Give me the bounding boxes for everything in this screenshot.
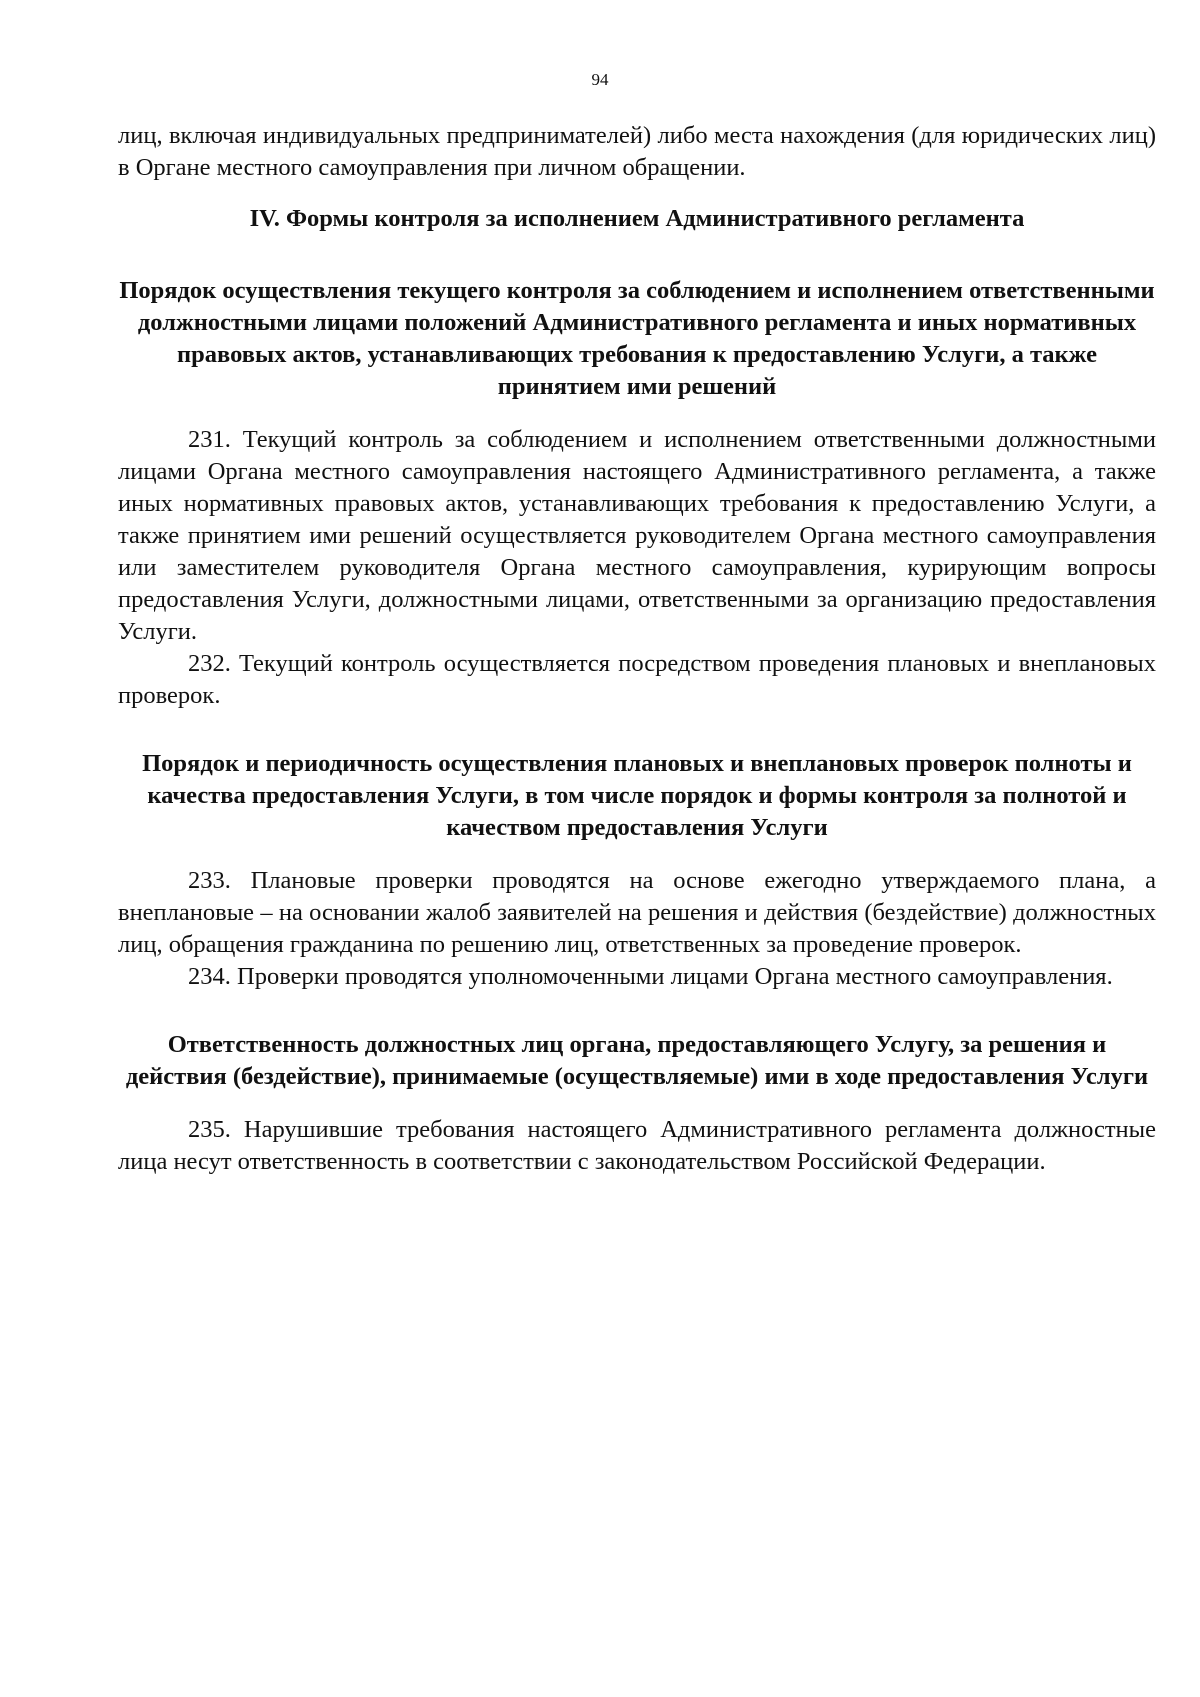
paragraph-232: 232. Текущий контроль осуществляется посредством проведения плановых и внеплановых проверок. bbox=[118, 650, 1156, 709]
section-title: IV. Формы контроля за исполнением Административного регламента bbox=[249, 205, 1025, 232]
paragraph-231: 231. Текущий контроль за соблюдением и исполнением ответственными должностными лицами Органа местного самоуправления настоящего Административного регламента, а также иных нормативных правовых актов, устанавливающих требования к предоставлению Услуги, а также принятием ими решений осуществляется руководителем Органа местного самоуправления или заместителем руководителя Органа местного самоуправления, курирующим вопросы предоставления Услуги, должностными лицами, ответственными за организацию предоставления Услуги. bbox=[118, 426, 1156, 645]
paragraph-234: 234. Проверки проводятся уполномоченными лицами Органа местного самоуправления. bbox=[188, 963, 1113, 990]
intro-paragraph: лиц, включая индивидуальных предпринимателей) либо места нахождения (для юридических лиц) в Органе местного самоуправления при личном обращении. bbox=[118, 122, 1156, 181]
subsection-heading-inspections: Порядок и периодичность осуществления плановых и внеплановых проверок полноты и качества предоставления Услуги, в том числе порядок и формы контроля за полнотой и качеством предоставления Услуги bbox=[142, 750, 1132, 841]
page-content bbox=[118, 120, 1156, 1178]
paragraph-233: 233. Плановые проверки проводятся на основе ежегодно утверждаемого плана, а внеплановые – на основании жалоб заявителей на решения и действия (бездействие) должностных лиц, обращения гражданина по решению лиц, ответственных за проведение проверок. bbox=[118, 867, 1156, 958]
page-number: 94 bbox=[591, 70, 609, 89]
subsection-heading-current-control: Порядок осуществления текущего контроля за соблюдением и исполнением ответственными должностными лицами положений Административного регламента и иных нормативных правовых актов, устанавливающих требования к предоставлению Услуги, а также принятием ими решений bbox=[119, 277, 1155, 400]
paragraph-235: 235. Нарушившие требования настоящего Административного регламента должностные лица несут ответственность в соответствии с законодательством Российской Федерации. bbox=[118, 1116, 1156, 1175]
subsection-heading-responsibility: Ответственность должностных лиц органа, предоставляющего Услугу, за решения и действия (бездействие), принимаемые (осуществляемые) ими в ходе предоставления Услуги bbox=[125, 1031, 1149, 1090]
